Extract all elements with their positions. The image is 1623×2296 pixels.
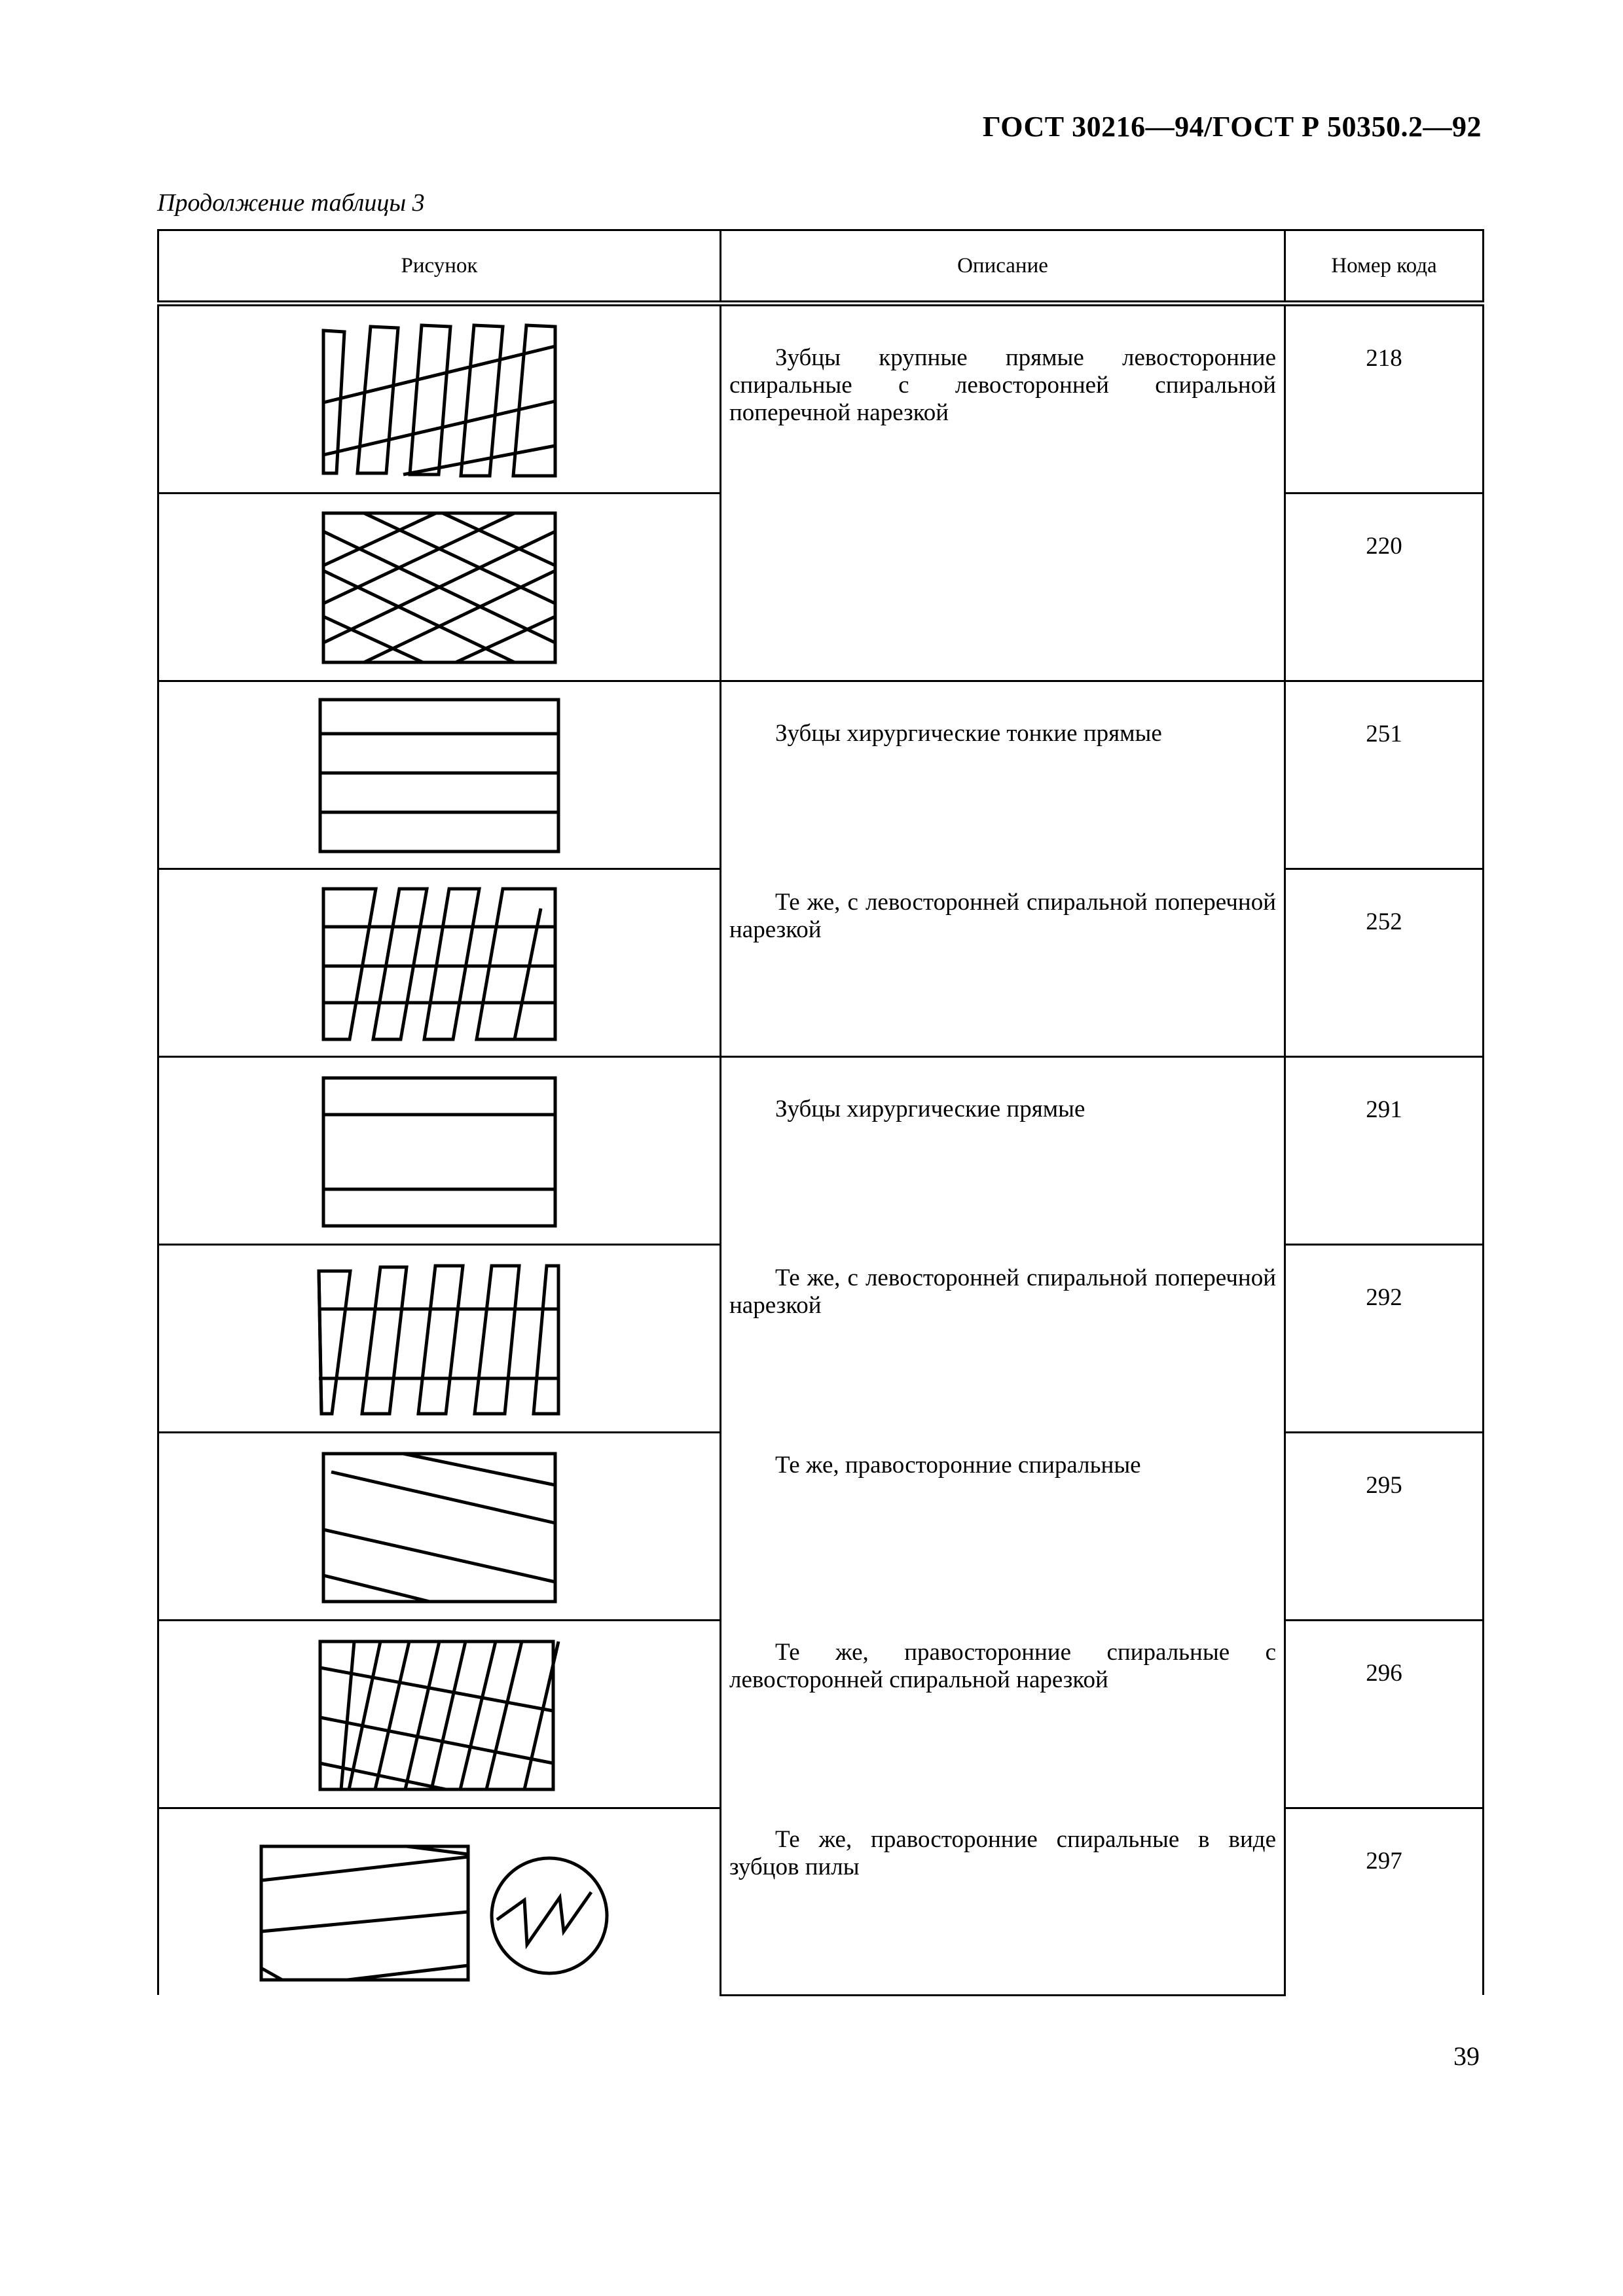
code-cell: 220 bbox=[1285, 493, 1484, 681]
picture-cell bbox=[158, 1057, 721, 1245]
table-header-row bbox=[158, 230, 1484, 304]
code-cell: 252 bbox=[1285, 869, 1484, 1057]
description-text: Те же, с левосторонней спиральной поперечной нарезкой bbox=[729, 889, 1276, 943]
picture-cell bbox=[158, 1433, 721, 1621]
column-header-code: Номер кода bbox=[1285, 230, 1484, 304]
surgical-straight-teeth-icon bbox=[318, 1069, 560, 1232]
picture-cell bbox=[158, 304, 721, 493]
right-spiral-saw-teeth-icon bbox=[256, 1820, 623, 1984]
picture-cell bbox=[158, 493, 721, 681]
description-text: Те же, с левосторонней спиральной поперечной нарезкой bbox=[729, 1265, 1276, 1319]
code-cell: 296 bbox=[1285, 1621, 1484, 1808]
description-text: Зубцы крупные прямые левосторонние спиральные с левосторонней спиральной поперечной нарезкой bbox=[729, 344, 1276, 426]
coarse-straight-left-spiral-left-cross-cut-icon bbox=[318, 317, 560, 481]
table-row bbox=[158, 1057, 1484, 1245]
description-text: Зубцы хирургические тонкие прямые bbox=[775, 720, 1162, 747]
surgical-straight-left-spiral-cross-cut-icon bbox=[315, 1257, 564, 1420]
code-cell: 218 bbox=[1285, 304, 1484, 493]
code-cell: 292 bbox=[1285, 1245, 1484, 1433]
column-header-picture: Рисунок bbox=[158, 230, 721, 304]
code-cell: 295 bbox=[1285, 1433, 1484, 1621]
symmetric-spiral-cross-cut-icon bbox=[318, 505, 560, 669]
description-cell bbox=[721, 304, 1285, 681]
code-table bbox=[157, 229, 1484, 1996]
description-text: Те же, правосторонние спиральные bbox=[775, 1452, 1141, 1479]
picture-cell bbox=[158, 869, 721, 1057]
description-cell bbox=[721, 681, 1285, 1057]
picture-cell bbox=[158, 681, 721, 869]
table-row bbox=[158, 304, 1484, 493]
code-cell: 251 bbox=[1285, 681, 1484, 869]
table-row bbox=[158, 681, 1484, 869]
right-spiral-left-cross-cut-icon bbox=[315, 1632, 564, 1796]
code-cell: 297 bbox=[1285, 1808, 1484, 1996]
picture-cell bbox=[158, 1808, 721, 1996]
document-header-title: ГОСТ 30216—94/ГОСТ Р 50350.2—92 bbox=[982, 111, 1482, 143]
table-continuation-caption: Продолжение таблицы 3 bbox=[157, 189, 425, 217]
fine-straight-left-spiral-cross-cut-icon bbox=[318, 881, 560, 1045]
description-text: Зубцы хирургические прямые bbox=[775, 1096, 1085, 1122]
description-text: Те же, правосторонние спиральные в виде зубцов пилы bbox=[729, 1826, 1276, 1880]
picture-cell bbox=[158, 1621, 721, 1808]
right-spiral-teeth-icon bbox=[318, 1444, 560, 1608]
picture-cell bbox=[158, 1245, 721, 1433]
page-number: 39 bbox=[1453, 2041, 1480, 2071]
code-cell: 291 bbox=[1285, 1057, 1484, 1245]
description-cell bbox=[721, 1057, 1285, 1996]
description-text: Те же, правосторонние спиральные с левосторонней спиральной нарезкой bbox=[729, 1639, 1276, 1693]
column-header-description: Описание bbox=[721, 230, 1285, 304]
fine-straight-teeth-icon bbox=[315, 693, 564, 857]
